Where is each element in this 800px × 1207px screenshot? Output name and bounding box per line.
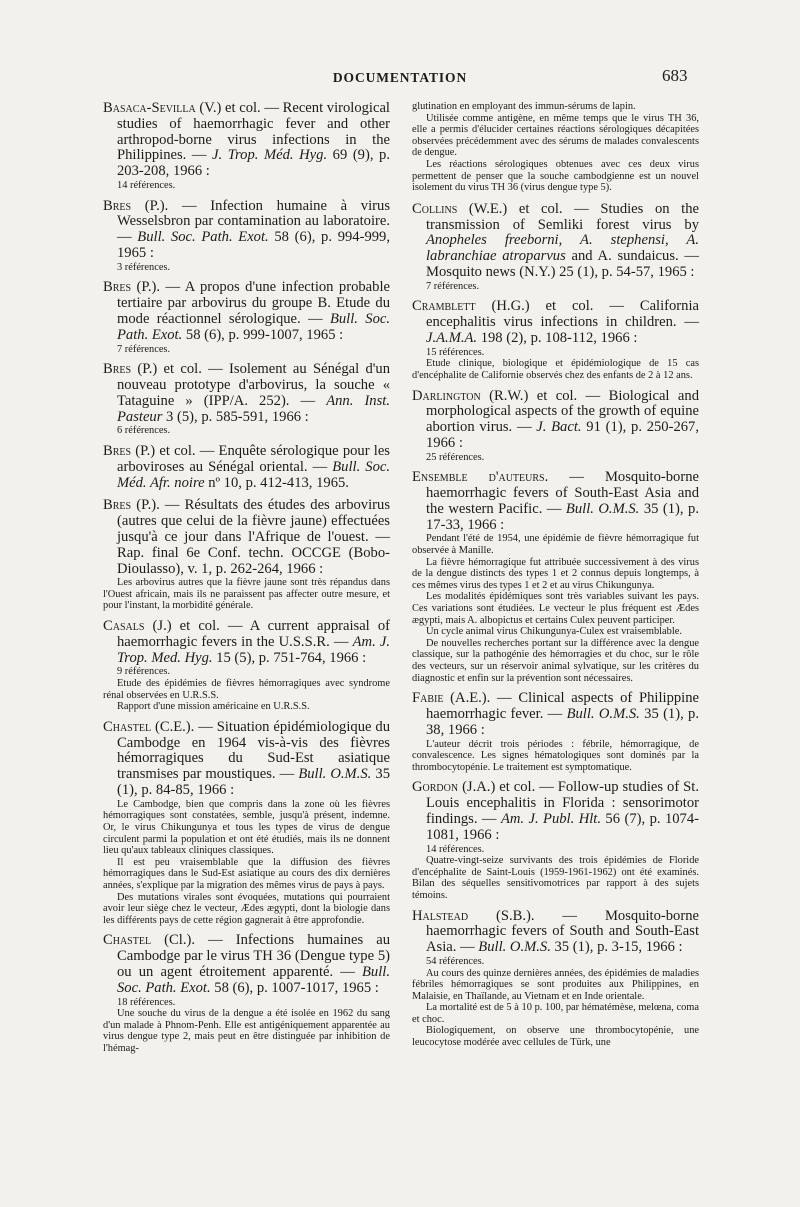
citation-title: (J.) et col. — A current appraisal of haemorrhagic fevers in the U.S.S.R. — bbox=[117, 618, 390, 650]
citation-details: 3 (5), p. 585-591, 1966 : bbox=[162, 408, 309, 425]
bibliography-entry bbox=[103, 199, 390, 274]
bibliography-entry bbox=[103, 720, 390, 927]
running-header: DOCUMENTATION bbox=[332, 70, 468, 85]
journal-name: Bull. O.M.S. bbox=[566, 705, 640, 722]
citation-title: . — Mosquito-borne haemorrhagic fevers of South-East Asia and the western Pacific. — bbox=[426, 469, 699, 517]
abstract-paragraph: De nouvelles recherches portant sur la différence avec la dengue classique, sur la pathogénie des hémorragies et du choc, sur le rôle des vecteurs, sur un réservoir animal sylvatique, sur les critères du diagnostic et enfin sur la prévention sont nécessaires. bbox=[412, 637, 699, 684]
reference-count: 14 références. bbox=[117, 179, 176, 191]
abstract-paragraph: Des mutations virales sont évoquées, mutations qui pourraient avoir leur siège chez le vecteur, Ædes ægypti, dont la biologie dans les différents pays de cette région gagnerait à être approfondie. bbox=[103, 891, 390, 926]
citation-title: (P.). — A propos d'une infection probable tertiaire par arbovirus du groupe B. Etude du mode réactionnel sérologique. — bbox=[117, 279, 390, 327]
citation bbox=[103, 720, 390, 799]
bibliography-entry bbox=[412, 470, 699, 684]
citation-details: 198 (2), p. 108-112, 1966 : bbox=[477, 329, 638, 346]
bibliography-entry bbox=[103, 498, 390, 612]
continued-abstract bbox=[412, 101, 699, 194]
abstract-paragraph: Utilisée comme antigène, en même temps que le virus TH 36, elle a permis d'élucider certaines réactions sérologiques décapitées observées précédemment avec des sérums de malades convalescents de dengue. bbox=[412, 112, 699, 159]
author-name: Halstead bbox=[412, 907, 469, 924]
citation-details: 58 (6), p. 1007-1017, 1965 : bbox=[210, 979, 379, 996]
abstract-paragraph: Les modalités épidémiques sont très variables suivant les pays. Ces variations sont étudiées. Le vecteur le plus fréquent est Ædes ægypti, mais A. albopictus et certains Culex peuvent participer. bbox=[412, 591, 699, 626]
reference-count: 18 références. bbox=[117, 996, 176, 1008]
citation-title: (P.). — Résultats des études des arbovirus (autres que celui de la fièvre jaune) effectuées jusqu'à ce jour dans l'Afrique de l'ouest. — Rap. final 6e Conf. techn. OCCGE (Bobo-Dioulasso), v. 1, p. 262-264, 1966 : bbox=[117, 497, 390, 577]
abstract-paragraph: Biologiquement, on observe une thrombocytopénie, une leucocytose modérée avec cellules de Türk, une bbox=[412, 1025, 699, 1049]
citation bbox=[412, 909, 699, 956]
citation-details: 91 (1), p. 250-267, 1966 : bbox=[426, 419, 699, 451]
abstract-paragraph: Etude clinique, biologique et épidémiologique de 15 cas d'encéphalite de Californie observés chez des enfants de 2 à 12 ans. bbox=[412, 358, 699, 381]
citation bbox=[103, 619, 390, 666]
bibliography-entry bbox=[412, 691, 699, 773]
bibliography-entry bbox=[103, 362, 390, 437]
bibliography-entry bbox=[103, 101, 390, 192]
citation-details: 56 (7), p. 1074-1081, 1966 : bbox=[426, 810, 699, 843]
author-name: Gordon bbox=[412, 779, 459, 796]
abstract-paragraph: La mortalité est de 5 à 10 p. 100, par hématémèse, melœna, coma et choc. bbox=[412, 1002, 699, 1025]
bibliography-entry bbox=[103, 444, 390, 491]
page-number: 683 bbox=[662, 66, 688, 85]
citation-details: 15 (5), p. 751-764, 1966 : bbox=[212, 649, 367, 666]
reference-count: 15 références. bbox=[426, 346, 485, 358]
citation bbox=[103, 101, 390, 180]
abstract-paragraph: Les réactions sérologiques obtenues avec ces deux virus permettent de penser que la souche cambodgienne est un nouvel isolement du virus TH 36 (virus dengue type 5). bbox=[412, 158, 699, 194]
citation-details: 58 (6), p. 994-999, 1965 : bbox=[117, 229, 390, 261]
journal-name: J.A.M.A. bbox=[426, 329, 478, 346]
journal-name: Bull. Soc. Méd. Afr. noire bbox=[117, 458, 390, 491]
journal-name: Bull. O.M.S. bbox=[478, 939, 551, 956]
reference-count: 25 références. bbox=[426, 451, 485, 463]
abstract-paragraph: Un cycle animal virus Chikungunya-Culex est vraisemblable. bbox=[426, 626, 682, 638]
abstract-paragraph: Quatre-vingt-seize survivants des trois épidémies de Floride d'encéphalite de Saint-Louis (1959-1961-1962) ont été examinés. Bilan des séquelles sensitivomotrices par rapport à des sujets témoins. bbox=[412, 855, 699, 901]
reference-count: 14 références. bbox=[426, 843, 485, 855]
right-column bbox=[412, 101, 699, 1056]
abstract-paragraph: Les arbovirus autres que la fièvre jaune sont très répandus dans l'Ouest africain, mais ils ne paraissent pas affecter outre mesure, et pour l'instant, la morbidité générale. bbox=[103, 577, 390, 612]
citation-details: nº 10, p. 412-413, 1965. bbox=[204, 474, 349, 491]
author-name: Ensemble d'auteurs bbox=[412, 469, 545, 486]
abstract-paragraph: Pendant l'été de 1954, une épidémie de fièvre hémorragique fut observée à Manille. bbox=[412, 533, 699, 557]
citation bbox=[103, 933, 390, 996]
journal-name: Am. J. Publ. Hlt. bbox=[500, 810, 601, 827]
journal-name: Am. J. Trop. Med. Hyg. bbox=[117, 633, 390, 666]
citation bbox=[412, 470, 699, 533]
author-name: Chastel bbox=[103, 718, 152, 735]
citation-title: (W.E.) et col. — Studies on the transmission of Semliki forest virus by bbox=[426, 200, 699, 233]
citation-title: (C.E.). — Situation épidémiologique du Cambodge en 1964 vis-à-vis des fièvres hémorragiques du Sud-Est asiatique transmises par moustiques. — bbox=[117, 718, 390, 783]
citation-details: 35 (1), p. 84-85, 1966 : bbox=[117, 766, 390, 799]
abstract-paragraph: Rapport d'une mission américaine en U.R.S.S. bbox=[117, 701, 310, 713]
citation-title: (H.G.) et col. — California encephalitis virus infections in children. — bbox=[426, 298, 699, 331]
journal-name: Bull. Soc. Path. Exot. bbox=[117, 310, 391, 343]
author-name: Basaca-Sevilla bbox=[103, 100, 196, 116]
citation bbox=[103, 280, 390, 343]
citation-title: (P.). — Infection humaine à virus Wesselsbron par contamination au laboratoire. — bbox=[117, 197, 390, 246]
reference-count: 7 références. bbox=[117, 343, 171, 355]
abstract-paragraph: Il est peu vraisemblable que la diffusion des fièvres hémorragiques dans le Sud-Est asiatique au cours des dix dernières années, s'explique par la migration des mêmes virus de pays à pays. bbox=[103, 856, 390, 891]
author-name: Bres bbox=[103, 361, 132, 378]
bibliography-entry bbox=[412, 202, 699, 293]
citation-title: (S.B.). — Mosquito-borne haemorrhagic fevers of South and South-East Asia. — bbox=[426, 907, 699, 956]
author-name: Darlington bbox=[412, 387, 481, 404]
citation bbox=[412, 389, 699, 452]
citation bbox=[412, 299, 699, 346]
author-name: Bres bbox=[103, 279, 132, 296]
citation-title: (P.) et col. — Enquête sérologique pour les arboviroses au Sénégal oriental. — bbox=[117, 442, 390, 475]
journal-name: Anopheles freeborni, A. stephensi, A. labranchiae atroparvus bbox=[426, 232, 699, 265]
bibliography-entry bbox=[412, 299, 699, 381]
citation-title: (P.) et col. — Isolement au Sénégal d'un nouveau prototype d'arbovirus, la souche « Tataguine » (IPP/A. 252). — bbox=[117, 361, 390, 409]
left-column bbox=[103, 101, 390, 1062]
journal-name: Bull. Soc. Path. Exot. bbox=[137, 229, 269, 246]
journal-name: J. Trop. Méd. Hyg. bbox=[212, 147, 328, 164]
citation-details: 35 (1), p. 38, 1966 : bbox=[426, 705, 699, 738]
abstract-paragraph: glutination en employant des immun-sérums de lapin. bbox=[412, 101, 636, 112]
citation-details: 69 (9), p. 203-208, 1966 : bbox=[117, 147, 390, 180]
citation-details: 35 (1), p. 17-33, 1966 : bbox=[426, 500, 699, 533]
journal-name: Bull. O.M.S. bbox=[565, 500, 640, 517]
abstract-paragraph: La fièvre hémorragique fut attribuée successivement à des virus de la dengue distincts des types 1 et 2 connus depuis longtemps, à ces mêmes virus des types 1 et 2 et au virus Chikungunya. bbox=[412, 556, 699, 591]
reference-count: 3 références. bbox=[117, 261, 171, 273]
citation-title: (Cl.). — Infections humaines au Cambodge par le virus TH 36 (Dengue type 5) ou un agent étroitement apparenté. — bbox=[117, 932, 390, 980]
citation bbox=[103, 199, 390, 262]
citation-title: (J.A.) et col. — Follow-up studies of St. Louis encephalitis in Florida : sensorimotor findings. — bbox=[426, 779, 699, 827]
citation bbox=[412, 780, 699, 843]
journal-name: Ann. Inst. Pasteur bbox=[117, 392, 390, 425]
abstract-paragraph: Au cours des quinze dernières années, des épidémies de maladies fébriles hémorragiques se sont produites aux Philippines, en Malaisie, en Thaïlande, au Vietnam et en Inde orientale. bbox=[412, 967, 699, 1002]
citation bbox=[412, 202, 699, 281]
citation bbox=[103, 362, 390, 425]
journal-name: Bull. Soc. Path. Exot. bbox=[117, 963, 390, 996]
reference-count: 6 références. bbox=[117, 425, 171, 437]
citation-details: 58 (6), p. 999-1007, 1965 : bbox=[182, 326, 344, 343]
citation-title: (V.) et col. — Recent virological studies of haemorrhagic fever and other arthropod-borne virus infections in the Philippines. — bbox=[117, 100, 390, 164]
citation bbox=[103, 498, 390, 577]
abstract-paragraph: Une souche du virus de la dengue a été isolée en 1962 du sang d'un malade à Phnom-Penh. Elle est antigéniquement apparentée au virus dengue type 2, mais peut en être distinguée par inhibition de l'hémag- bbox=[103, 1008, 390, 1054]
abstract-paragraph: L'auteur décrit trois périodes : fébrile, hémorragique, de convalescence. Les signes hématologiques sont dominés par la thrombocytopénie. Le traitement est symptomatique. bbox=[412, 738, 699, 773]
bibliography-entry bbox=[412, 909, 699, 1049]
author-name: Chastel bbox=[103, 932, 152, 949]
abstract-paragraph: Le Cambodge, bien que compris dans la zone où les fièvres hémorragiques sont constatées, semble, jusqu'à présent, indemne. Or, le virus Chikungunya et tous les types de virus de dengue circulent parmi la population et ont été étudiés, mais ils ne donnent lieu qu'aux tableaux cliniques classiques. bbox=[103, 798, 390, 857]
reference-count: 7 références. bbox=[426, 280, 480, 292]
citation-title: (R.W.) et col. — Biological and morphological aspects of the growth of equine abortion virus. — bbox=[426, 387, 699, 436]
bibliography-entry bbox=[103, 933, 390, 1054]
citation bbox=[412, 691, 699, 738]
bibliography-entry bbox=[412, 780, 699, 901]
bibliography-entry bbox=[103, 619, 390, 713]
reference-count: 54 références. bbox=[426, 955, 485, 967]
author-name: Bres bbox=[103, 442, 132, 459]
bibliography-entry bbox=[103, 280, 390, 355]
citation-details: and A. sundaicus. — Mosquito news (N.Y.) 25 (1), p. 54-57, 1965 : bbox=[426, 248, 699, 280]
author-name: Fabie bbox=[412, 690, 444, 707]
citation bbox=[103, 444, 390, 491]
citation-title: (A.E.). — Clinical aspects of Philippine haemorrhagic fever. — bbox=[426, 690, 699, 722]
author-name: Cramblett bbox=[412, 298, 476, 315]
citation-details: 35 (1), p. 3-15, 1966 : bbox=[550, 939, 683, 956]
journal-name: J. Bact. bbox=[536, 419, 582, 436]
bibliography-entry bbox=[412, 389, 699, 464]
reference-count: 9 références. bbox=[117, 666, 171, 678]
author-name: Casals bbox=[103, 618, 145, 635]
abstract-paragraph: Etude des épidémies de fièvres hémorragiques avec syndrome rénal observées en U.R.S.S. bbox=[103, 678, 390, 701]
author-name: Bres bbox=[103, 197, 132, 214]
author-name: Collins bbox=[412, 200, 458, 217]
journal-name: Bull. O.M.S. bbox=[298, 766, 372, 783]
author-name: Bres bbox=[103, 497, 132, 514]
